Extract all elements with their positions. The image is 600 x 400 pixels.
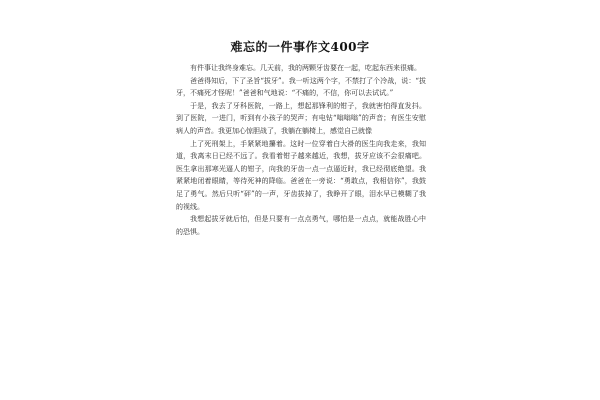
paragraph: 爸爸得知后，下了圣旨“拔牙”。我一听这两个字，不禁打了个冷战，说：“拔牙，不痛死才怪呢！”爸爸和气地说：“不痛的，不信，你可以去试试。” xyxy=(176,76,426,98)
paragraph: 于是，我去了牙科医院，一路上，想起那锋利的钳子，我就害怕得直发抖。到了医院，一进门，听到有小孩子的哭声；有电钻“嗡嗡嗡”的声音；有医生安慰病人的声音。我更加心惊胆战了，我躺在躺椅上，感觉自己就像 xyxy=(176,101,426,135)
article-title: 难忘的一件事作文400字 xyxy=(230,40,370,54)
paragraph: 我想起拔牙就后怕，但是只要有一点点勇气，哪怕是一点点，就能战胜心中的恐惧。 xyxy=(176,215,426,236)
paragraph: 有件事让我终身难忘。几天前，我的两颗牙齿要在一起，吃起东西来很痛。 xyxy=(190,64,421,72)
article-body xyxy=(176,62,426,238)
paragraph: 上了死刑架上，手紧紧地攥着。这时一位穿着白大褂的医生向我走来，我知道，我离末日已经不远了。我看着钳子越来越近，我想，拔牙应该不会很痛吧。医生拿出那寒光逼人的钳子，向我的牙齿一点一点逼近时，我已经彻底绝望。我紧紧地闭着眼睛，等待死神的降临。爸爸在一旁说：“勇敢点，我相信你”，我鼓足了勇气。然后只听“砰”的一声，牙齿拔掉了，我睁开了眼，泪水早已模糊了我的视线。 xyxy=(176,139,426,211)
